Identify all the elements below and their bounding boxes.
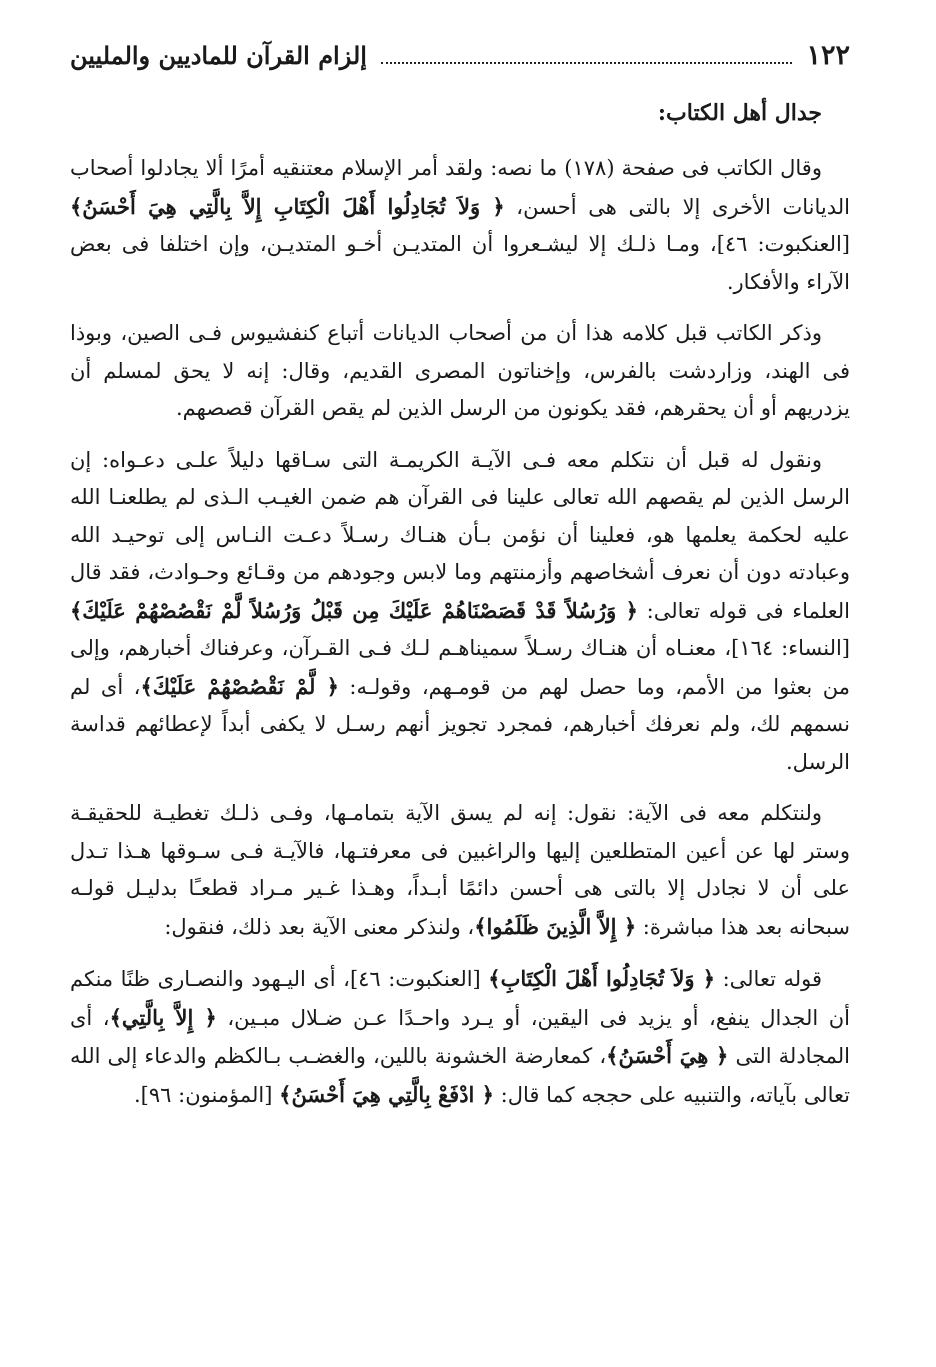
paragraph xyxy=(70,150,850,301)
quran-verse: ﴿ لَّمْ نَقْصُصْهُمْ عَلَيْكَ﴾ xyxy=(140,673,339,699)
page-header xyxy=(70,40,850,88)
paragraph xyxy=(70,315,850,428)
paragraph-text: ، أى المجادلة التى xyxy=(70,1005,850,1068)
header-dotted-leader xyxy=(381,48,793,64)
running-title: إلزام القرآن للماديين والمليين xyxy=(70,41,367,70)
body-text xyxy=(70,150,850,1114)
paragraph-text: وقال الكاتب فى صفحة (١٧٨) ما نصه: ولقد أمر الإسلام معتنقيه أمرًا ألا يجادلوا أصحاب الديانات الأخرى إلا بالتى هى أحسن، xyxy=(70,156,850,219)
paragraph-text: ، كمعارضة الخشونة باللين، والغضـب بـالكظم والدعاء إلى الله تعالى بآياته، والتنبيه على حججه كما قال: xyxy=(70,1044,850,1107)
quran-verse: ﴿ إِلاَّ بِالَّتِي﴾ xyxy=(109,1004,217,1030)
section-heading: جدال أهل الكتاب: xyxy=(657,100,822,126)
paragraph xyxy=(70,960,850,1114)
paragraph xyxy=(70,795,850,946)
paragraph-text: وذكر الكاتب قبل كلامه هذا أن من أصحاب الديانات أتباع كنفشيوس فـى الصين، وبوذا فى الهند، وزاردشت بالفرس، وإخناتون المصرى القديم، وقال: إنه لا يحق لمسلم أن يزدريهم أو أن يحقرهم، فقد يكونون من الرسل الذين لم يقص القرآن قصصهم. xyxy=(70,321,850,420)
paragraph-text: [النساء: ١٦٤]، معنـاه أن هنـاك رسـلاً سميناهـم لـك فـى القـرآن، وعرفناك أخبارهم، وإلى من بعثوا من الأمم، وما حصل لهم من قومـهم، وقولـه: xyxy=(70,636,851,699)
quran-verse: ﴿ وَلاَ تُجَادِلُوا أَهْلَ الْكِتَابِ﴾ xyxy=(488,966,716,991)
paragraph xyxy=(70,442,850,782)
quran-verse: ﴿ وَرُسُلاً قَدْ قَصَصْنَاهُمْ عَلَيْكَ مِن قَبْلُ وَرُسُلاً لَّمْ نَقْصُصْهُمْ عَلَيْكَ﴾ xyxy=(70,597,638,623)
paragraph-text: ، ولنذكر معنى الآية بعد ذلك، فنقول: xyxy=(164,914,475,939)
paragraph-text: [العنكبوت: ٤٦]، ومـا ذلـك إلا ليشـعروا أن المتديـن أخـو المتديـن، وإن اختلفا فى بعض الآراء والأفكار. xyxy=(70,232,850,294)
quran-verse: ﴿ وَلاَ تُجَادِلُوا أَهْلَ الْكِتَابِ إِلاَّ بِالَّتِي هِيَ أَحْسَنُ﴾ xyxy=(70,193,505,219)
paragraph-text: [المؤمنون: ٩٦]. xyxy=(134,1082,280,1107)
quran-verse: ﴿ ادْفَعْ بِالَّتِي هِيَ أَحْسَنُ﴾ xyxy=(279,1081,494,1107)
book-page xyxy=(70,40,850,1128)
paragraph-text: [العنكبوت: ٤٦]، أى اليـهود والنصـارى ظنًا منكم أن الجدال ينفع، أو يزيد فى اليقين، أو يـرد واحـدًا عـن ضـلال مبـين، xyxy=(70,967,850,1030)
paragraph-text: ولنتكلم معه فى الآية: نقول: إنه لم يسق الآية بتمامـها، وفـى ذلـك تغطيـة للحقيقـة وستر لها عن أعين المتطلعين إليها والراغبين فى معرفتـها، فالآيـة فـى سـوقها هـذا تـدل على أن لا نجادل إلا بالتى هى أحسن دائمًا أبـداً، وهـذا غـير مـراد قطعـًا بدليـل قولـه سبحانه بعد هذا مباشرة: xyxy=(70,801,850,939)
quran-verse: ﴿ هِيَ أَحْسَنُ﴾ xyxy=(606,1043,729,1068)
quran-verse: ﴿ إِلاَّ الَّذِينَ ظَلَمُوا﴾ xyxy=(474,913,637,939)
paragraph-text: ونقول له قبل أن نتكلم معه فـى الآيـة الكريمـة التى سـاقها دليلاً علـى دعـواه: إن الرسل الذين لم يقصهم الله تعالى علينا فى القرآن هم ضمن الغيـب الـذى لم يطلعنـا الله عليه لحكمة يعلمها هو، فعلينا أن نؤمن بـأن هنـاك رسـلاً دعـت النـاس إلى توحيـد الله وعبادته دون أن نعرف أشخاصهم وأزمنتهم وما لابس وجودهم من وقـائع وحـوادث، فقد قال العلماء فى قوله تعالى: xyxy=(70,447,851,623)
paragraph-text: ، أى لم نسمهم لك، ولم نعرفك أخبارهم، فمجرد تجويز أنهم رسـل لا يكفى أبداً لإعطائهم قداسة الرسل. xyxy=(70,674,850,774)
page-number: ١٢٢ xyxy=(806,40,850,71)
paragraph-text: قوله تعالى: xyxy=(715,967,822,991)
